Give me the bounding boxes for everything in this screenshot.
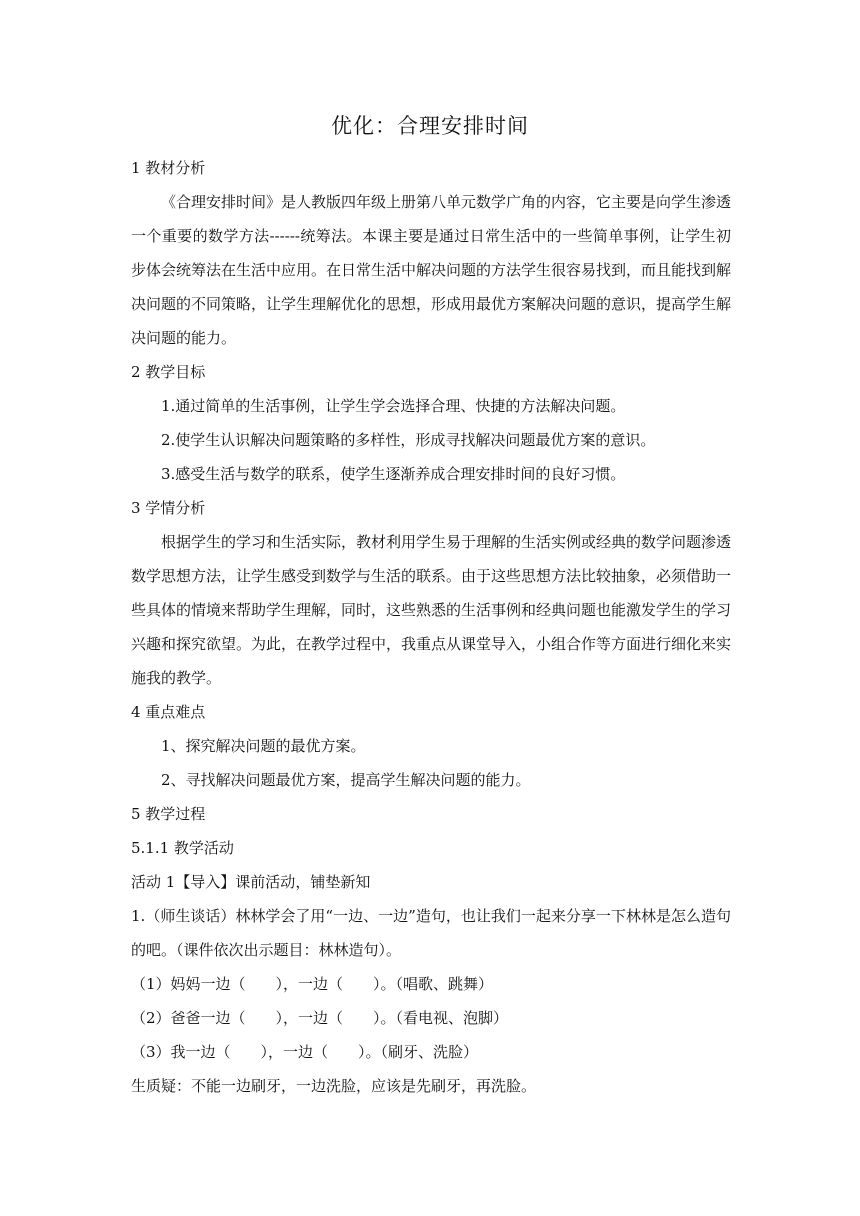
- section-heading-key-points: 4 重点难点: [131, 703, 206, 721]
- objective-item: 2.使学生认识解决问题策略的多样性，形成寻找解决问题最优方案的意识。: [161, 431, 656, 449]
- document-body: [131, 151, 731, 1103]
- section-heading-process: 5 教学过程: [131, 805, 206, 823]
- student-question: 生质疑：不能一边刷牙，一边洗脸，应该是先刷牙，再洗脸。: [131, 1077, 537, 1095]
- key-point-item: 1、探究解决问题的最优方案。: [161, 737, 366, 755]
- objective-item: 3.感受生活与数学的联系，使学生逐渐养成合理安排时间的良好习惯。: [161, 465, 626, 483]
- section-heading-learner-analysis: 3 学情分析: [131, 499, 206, 517]
- section-heading-materials: 1 教材分析: [131, 159, 206, 177]
- section-heading-objectives: 2 教学目标: [131, 363, 206, 381]
- materials-paragraph: 《合理安排时间》是人教版四年级上册第八单元数学广角的内容，它主要是向学生渗透一个重要的数学方法------统筹法。本课主要是通过日常生活中的一些简单事例，让学生初步体会统筹法在生活中应用。在日常生活中解决问题的方法学生很容易找到，而且能找到解决问题的不同策略，让学生理解优化的思想，形成用最优方案解决问题的意识，提高学生解决问题的能力。: [131, 193, 732, 347]
- page-title: 优化：合理安排时间: [331, 114, 529, 138]
- activity-title: 活动 1【导入】课前活动，铺垫新知: [131, 873, 371, 891]
- activity-intro: 1.（师生谈话）林林学会了用“一边、一边”造句，也让我们一起来分享一下林林是怎么造句的吧。（课件依次出示题目：林林造句）。: [131, 907, 731, 959]
- example-sentence: （1）妈妈一边（ ），一边（ ）。（唱歌、跳舞）: [131, 975, 494, 993]
- example-sentence: （2）爸爸一边（ ），一边（ ）。（看电视、泡脚）: [131, 1009, 509, 1027]
- example-sentence: （3）我一边（ ），一边（ ）。（刷牙、洗脸）: [131, 1043, 479, 1061]
- subheading-activities: 5.1.1 教学活动: [131, 839, 234, 857]
- key-point-item: 2、寻找解决问题最优方案，提高学生解决问题的能力。: [161, 771, 531, 789]
- learner-analysis-paragraph: 根据学生的学习和生活实际，教材利用学生易于理解的生活实例或经典的数学问题渗透数学思想方法，让学生感受到数学与生活的联系。由于这些思想方法比较抽象，必须借助一些具体的情境来帮助学生理解，同时，这些熟悉的生活事例和经典问题也能激发学生的学习兴趣和探究欲望。为此，在教学过程中，我重点从课堂导入，小组合作等方面进行细化来实施我的教学。: [131, 533, 732, 687]
- objective-item: 1.通过简单的生活事例，让学生学会选择合理、快捷的方法解决问题。: [161, 397, 626, 415]
